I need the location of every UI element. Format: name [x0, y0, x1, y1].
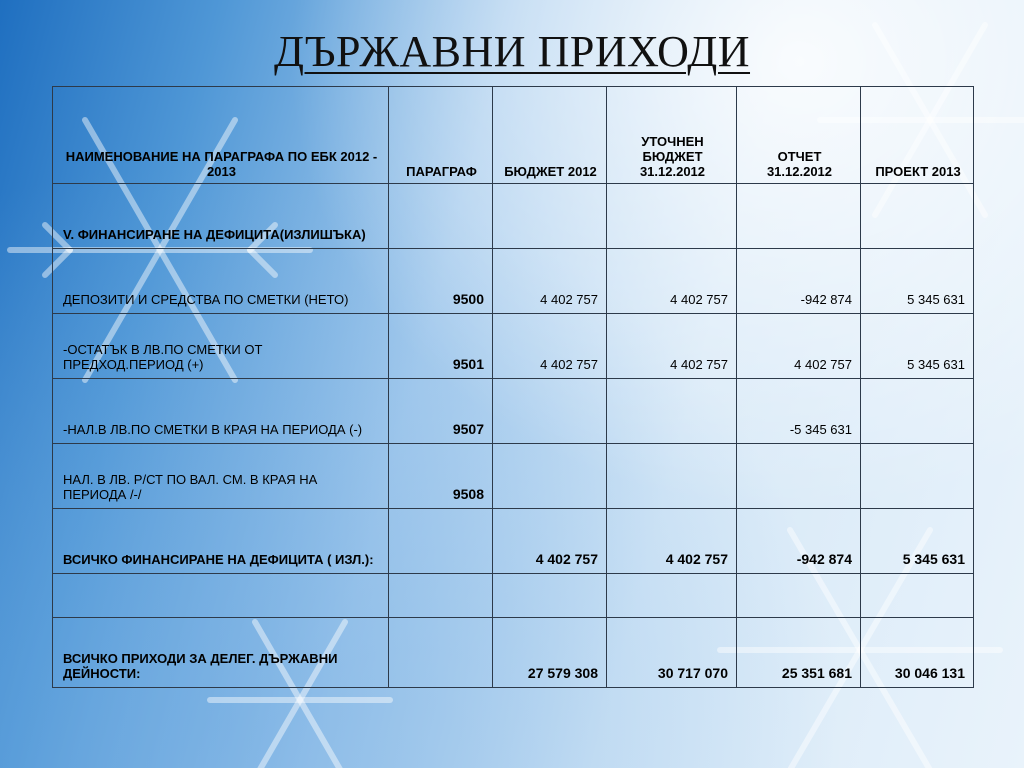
- row-name: ВСИЧКО ФИНАНСИРАНЕ НА ДЕФИЦИТА ( ИЗЛ.):: [53, 509, 389, 574]
- page-title: ДЪРЖАВНИ ПРИХОДИ: [273, 27, 751, 76]
- row-name: -НАЛ.В ЛВ.ПО СМЕТКИ В КРАЯ НА ПЕРИОДА (-): [53, 379, 389, 444]
- table-row-empty: [53, 574, 974, 618]
- row-project: [861, 379, 974, 444]
- row-report: -942 874: [737, 249, 861, 314]
- row-revised: [607, 379, 737, 444]
- row-paragraph: [389, 574, 493, 618]
- budget-table: [52, 86, 974, 688]
- row-project: 5 345 631: [861, 509, 974, 574]
- row-report: 25 351 681: [737, 618, 861, 688]
- column-header-project: ПРОЕКТ 2013: [861, 87, 974, 184]
- table-row: [53, 249, 974, 314]
- column-header-report: ОТЧЕТ 31.12.2012: [737, 87, 861, 184]
- row-report: [737, 444, 861, 509]
- row-budget: [493, 444, 607, 509]
- row-paragraph: [389, 184, 493, 249]
- row-revised: 4 402 757: [607, 509, 737, 574]
- row-budget: 4 402 757: [493, 509, 607, 574]
- row-name: [53, 574, 389, 618]
- row-paragraph: [389, 618, 493, 688]
- table-row-grand-total: [53, 618, 974, 688]
- row-name: ДЕПОЗИТИ И СРЕДСТВА ПО СМЕТКИ (НЕТО): [53, 249, 389, 314]
- row-revised: 4 402 757: [607, 249, 737, 314]
- row-budget: 27 579 308: [493, 618, 607, 688]
- row-revised: 30 717 070: [607, 618, 737, 688]
- row-name: V. ФИНАНСИРАНЕ НА ДЕФИЦИТА(ИЗЛИШЪКА): [53, 184, 389, 249]
- row-paragraph: 9500: [389, 249, 493, 314]
- row-revised: 4 402 757: [607, 314, 737, 379]
- row-report: [737, 184, 861, 249]
- row-paragraph: 9501: [389, 314, 493, 379]
- column-header-paragraph: ПАРАГРАФ: [389, 87, 493, 184]
- row-report: -942 874: [737, 509, 861, 574]
- row-paragraph: 9507: [389, 379, 493, 444]
- column-header-name: НАИМЕНОВАНИЕ НА ПАРАГРАФА ПО ЕБК 2012 - 2013: [53, 87, 389, 184]
- table-row: [53, 314, 974, 379]
- table-row: [53, 379, 974, 444]
- row-project: 5 345 631: [861, 249, 974, 314]
- row-report: [737, 574, 861, 618]
- row-project: 5 345 631: [861, 314, 974, 379]
- row-budget: 4 402 757: [493, 249, 607, 314]
- row-project: [861, 444, 974, 509]
- table-row: [53, 444, 974, 509]
- column-header-revised: УТОЧНЕН БЮДЖЕТ 31.12.2012: [607, 87, 737, 184]
- row-project: [861, 184, 974, 249]
- row-budget: [493, 574, 607, 618]
- row-budget: [493, 379, 607, 444]
- row-budget: [493, 184, 607, 249]
- row-revised: [607, 184, 737, 249]
- row-paragraph: 9508: [389, 444, 493, 509]
- table-header-row: [53, 87, 974, 184]
- row-report: 4 402 757: [737, 314, 861, 379]
- table-row-total: [53, 509, 974, 574]
- row-name: НАЛ. В ЛВ. Р/СТ ПО ВАЛ. СМ. В КРАЯ НА ПЕРИОДА /-/: [53, 444, 389, 509]
- row-project: [861, 574, 974, 618]
- row-paragraph: [389, 509, 493, 574]
- table-row: [53, 184, 974, 249]
- row-name: ВСИЧКО ПРИХОДИ ЗА ДЕЛЕГ. ДЪРЖАВНИ ДЕЙНОСТИ:: [53, 618, 389, 688]
- row-budget: 4 402 757: [493, 314, 607, 379]
- row-revised: [607, 574, 737, 618]
- row-project: 30 046 131: [861, 618, 974, 688]
- row-name: -ОСТАТЪК В ЛВ.ПО СМЕТКИ ОТ ПРЕДХОД.ПЕРИОД (+): [53, 314, 389, 379]
- row-revised: [607, 444, 737, 509]
- column-header-budget: БЮДЖЕТ 2012: [493, 87, 607, 184]
- row-report: -5 345 631: [737, 379, 861, 444]
